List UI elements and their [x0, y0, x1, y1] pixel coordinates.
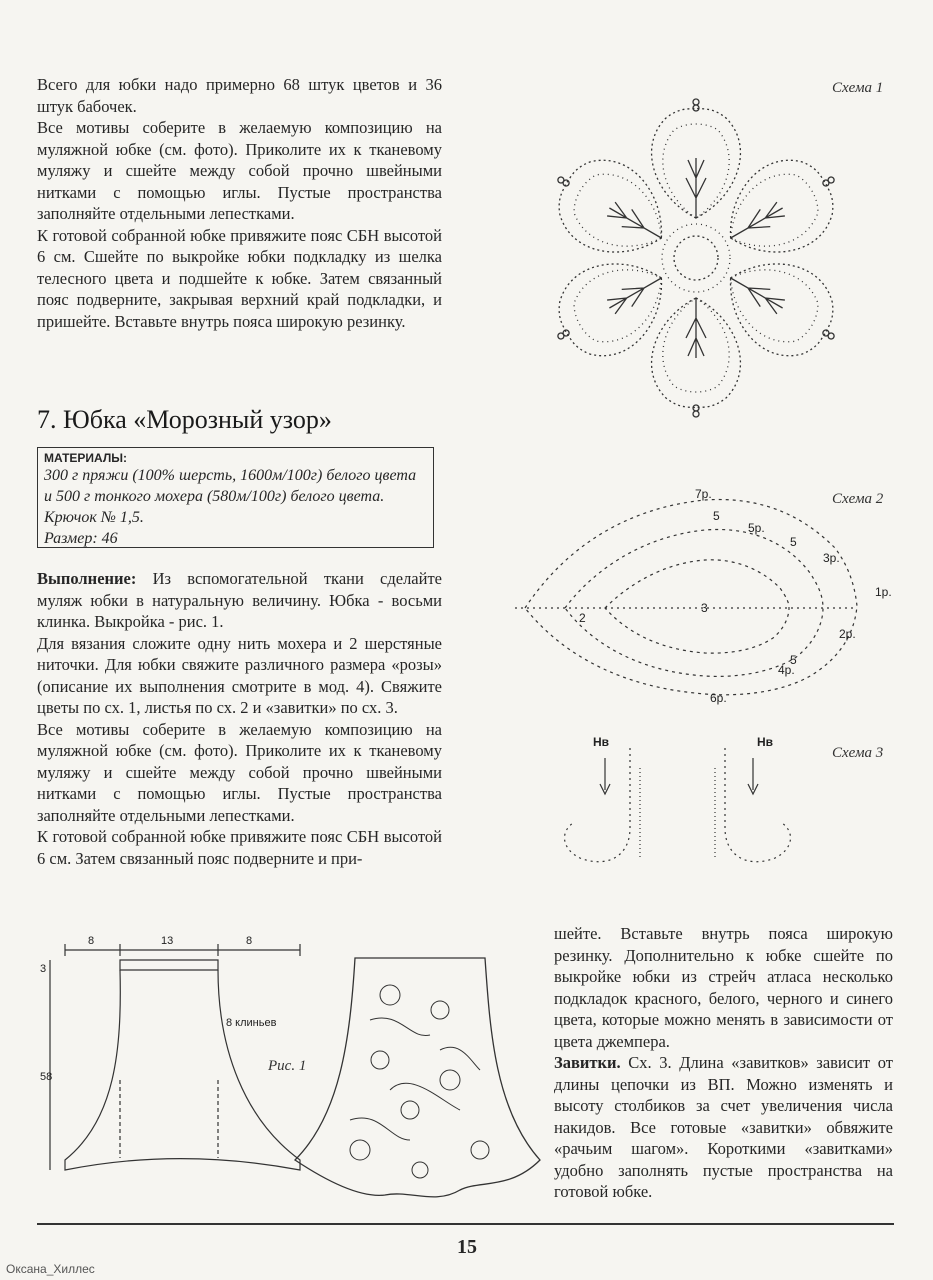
intro-text	[37, 74, 442, 332]
scheme-2-leaf-diagram	[505, 488, 905, 708]
paragraph: К готовой собранной юбке привяжите пояс СБН высотой 6 см. Сшейте по выкройке юбки подкладку из шелка телесного цвета и подшейте к юбке. Затем связанный пояс подверните, закрывая верхний край подкладки, и пришейте. Вставьте внутрь пояса широкую резинку.	[37, 225, 442, 331]
row-label: 3р.	[823, 551, 840, 565]
lead-text: Из вспомогательной ткани сделайте муляж юбки в натуральную величину. Юбка - восьми клинка. Выкройка - рис. 1.	[37, 569, 442, 631]
row-label: 5р.	[748, 521, 765, 535]
scheme-3-curls-diagram	[545, 728, 845, 898]
count-label: 5	[713, 509, 720, 523]
paragraph: Для вязания сложите одну нить мохера и 2 шерстяные ниточки. Для юбки свяжите различного размера «розы» (описание их выполнения смотрите в мод. 4). Свяжите цветы по сх. 1, листья по сх. 2 и «завитки» по сх. 3.	[37, 633, 442, 717]
paragraph: Всего для юбки надо примерно 68 штук цветов и 36 штук бабочек.	[37, 75, 442, 116]
dimension-label: 13	[161, 935, 174, 947]
count-label: 3	[701, 601, 708, 615]
count-label: 2	[579, 611, 586, 625]
materials-label: МАТЕРИАЛЫ:	[44, 451, 128, 465]
paragraph: К готовой собранной юбке привяжите пояс СБН высотой 6 см. Затем связанный пояс подверните и при-	[37, 827, 442, 868]
skirt-illustration	[290, 950, 550, 1210]
row-label: 6р.	[710, 691, 727, 705]
dimension-label: 8	[246, 935, 253, 947]
dimension-label: 58	[40, 1071, 53, 1083]
scheme-1-flower-diagram	[500, 52, 900, 472]
paragraph: Все мотивы соберите в желаемую композицию на муляжной юбке (см. фото). Приколите их к тканевому муляжу и сшейте между собой прочно швейными нитками с помощью иглы. Пустые пространства заполняйте отдельными лепестками.	[37, 719, 442, 825]
paragraph	[554, 1052, 893, 1203]
footer-rule	[37, 1223, 894, 1225]
lead-term: Выполнение:	[37, 569, 137, 588]
paragraph: Все мотивы соберите в желаемую композицию на муляжной юбке (см. фото). Приколите их к тканевому муляжу и сшейте между собой прочно швейными нитками с помощью иглы. Пустые пространства заполняйте отдельными лепестками.	[37, 118, 442, 223]
row-label: 2р.	[839, 627, 856, 641]
materials-text: 300 г пряжи (100% шерсть, 1600м/100г) белого цвета и 500 г тонкого мохера (580м/100г) белого цвета. Крючок № 1,5.	[44, 467, 417, 526]
paragraph	[37, 568, 442, 633]
section-heading: 7. Юбка «Морозный узор»	[37, 405, 332, 434]
materials-box	[37, 447, 434, 548]
continued-text	[554, 923, 893, 1203]
size-text: Размер: 46	[44, 530, 118, 547]
count-label: 5	[790, 653, 797, 667]
wedges-label: 8 клиньев	[226, 1017, 277, 1029]
chain-label: Нв	[757, 735, 774, 749]
page-number: 15	[457, 1236, 477, 1258]
lead-term: Завитки.	[554, 1053, 621, 1072]
watermark: Оксана_Хиллес	[6, 1262, 95, 1276]
row-label: 1р.	[875, 585, 892, 599]
lead-text: Сх. 3. Длина «завитков» зависит от длины цепочки из ВП. Можно изменять и высоту столбиков за счет увеличения числа накидов. Все готовые «завитки» обвяжите «рачьим шагом». Короткими «завитками» удобно заполнять пустые пространства на готовой юбке.	[554, 1053, 893, 1201]
scheme-1-caption: Схема 1	[832, 80, 884, 96]
scheme-3-caption: Схема 3	[832, 745, 884, 761]
scheme-2-caption: Схема 2	[832, 491, 884, 507]
instructions-text	[37, 568, 442, 869]
figure-caption: Рис. 1	[268, 1058, 307, 1074]
dimension-label: 8	[88, 935, 95, 947]
paragraph: шейте. Вставьте внутрь пояса широкую резинку. Дополнительно к юбке сшейте по выкройке юбки из стрейч атласа несколько подкладок красного, белого, черного и синего цвета, которые можно менять в зависимости от цвета джемпера.	[554, 924, 893, 1051]
chain-label: Нв	[593, 735, 610, 749]
row-label: 7р.	[695, 487, 712, 501]
row-label: 4р.	[778, 663, 795, 677]
dimension-label: 3	[40, 963, 47, 975]
count-label: 5	[790, 535, 797, 549]
